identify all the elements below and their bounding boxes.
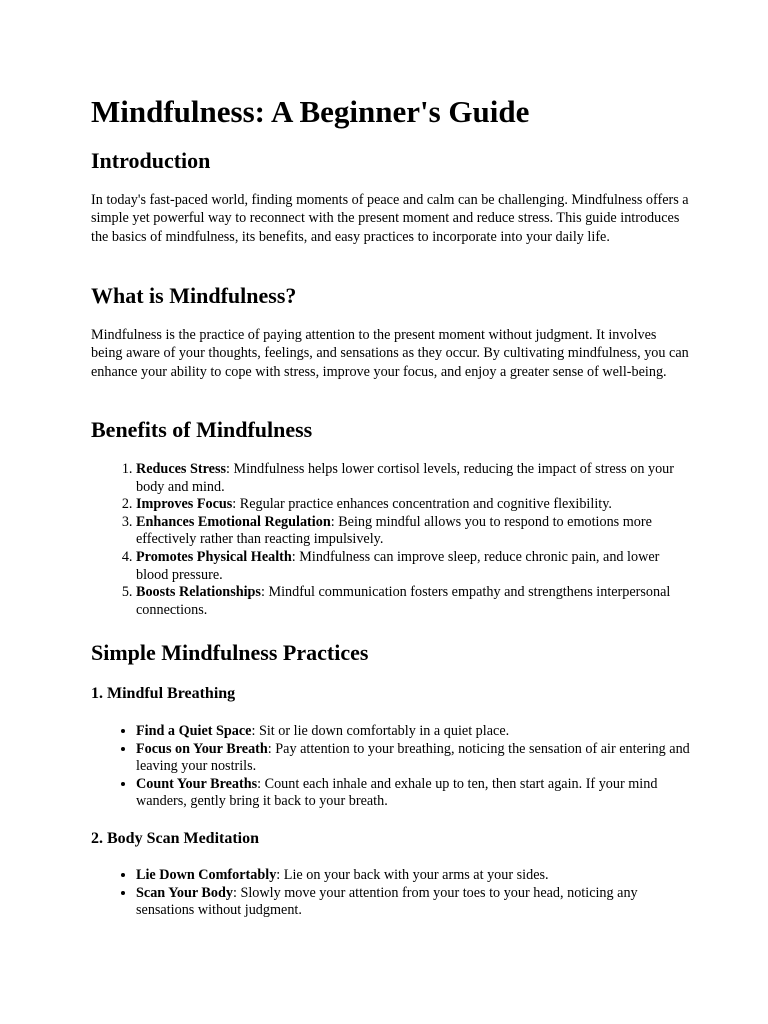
list-item (136, 723, 691, 741)
list-item-text: : Mindfulness can improve sleep, reduce chronic pain, and lower blood pressure. (136, 548, 660, 583)
section-heading-practices: Simple Mindfulness Practices (91, 640, 369, 665)
list-item-text: : Lie on your back with your arms at your sides. (276, 867, 549, 883)
list-item-term: Improves Focus (136, 496, 233, 513)
list-item-text: : Count each inhale and exhale up to ten, then start again. If your mind wanders, gently bring it back to your breath. (136, 775, 658, 810)
list-item (136, 514, 691, 549)
list-item-text: : Regular practice enhances concentration and cognitive flexibility. (232, 496, 612, 513)
list-item-term: Focus on Your Breath (136, 740, 268, 757)
list-item-text: : Pay attention to your breathing, noticing the sensation of air entering and leaving your nostrils. (136, 740, 690, 775)
list-item (136, 741, 691, 776)
list-item (136, 885, 691, 920)
section-heading-what-is-mindfulness: What is Mindfulness? (91, 283, 297, 308)
list-item-term: Scan Your Body (136, 884, 233, 901)
page-title: Mindfulness: A Beginner's Guide (91, 94, 530, 129)
list-item-term: Boosts Relationships (136, 584, 261, 601)
list-item-term: Enhances Emotional Regulation (136, 513, 331, 530)
list-item-term: Find a Quiet Space (136, 723, 252, 739)
introduction-paragraph: In today's fast-paced world, finding moments of peace and calm can be challenging. Mindfulness offers a simple yet powerful way to reconnect with the present moment and reduce stress. This guide introduces the basics of mindfulness, its benefits, and easy practices to incorporate into your daily life. (91, 192, 689, 245)
section-heading-benefits: Benefits of Mindfulness (91, 417, 313, 442)
list-item-term: Count Your Breaths (136, 775, 258, 792)
what-is-mindfulness-paragraph: Mindfulness is the practice of paying attention to the present moment without judgment. It involves being aware of your thoughts, feelings, and sensations as they occur. By cultivating mindfulness, you can enhance your ability to cope with stress, improve your focus, and enjoy a greater sense of well-being. (91, 327, 689, 380)
list-item-term: Lie Down Comfortably (136, 867, 277, 883)
list-item (136, 549, 691, 584)
list-item (136, 867, 691, 885)
body-scan-list (91, 867, 691, 920)
list-item (136, 776, 691, 811)
list-item (136, 461, 691, 496)
list-item (136, 496, 691, 514)
list-item (136, 584, 691, 619)
list-item-text: : Sit or lie down comfortably in a quiet place. (251, 723, 510, 739)
section-heading-introduction: Introduction (91, 148, 211, 173)
list-item-text: : Being mindful allows you to respond to emotions more effectively rather than reacting impulsively. (136, 513, 652, 548)
list-item-term: Promotes Physical Health (136, 548, 292, 565)
benefits-list (91, 461, 691, 619)
subheading-body-scan: 2. Body Scan Meditation (91, 830, 260, 847)
list-item-text: : Slowly move your attention from your toes to your head, noticing any sensations without judgment. (136, 884, 638, 919)
list-item-text: : Mindful communication fosters empathy and strengthens interpersonal connections. (136, 584, 671, 618)
list-item-term: Reduces Stress (136, 461, 226, 477)
subheading-mindful-breathing: 1. Mindful Breathing (91, 685, 236, 702)
mindful-breathing-list (91, 723, 691, 811)
list-item-text: : Mindfulness helps lower cortisol levels, reducing the impact of stress on your body and mind. (136, 461, 674, 495)
